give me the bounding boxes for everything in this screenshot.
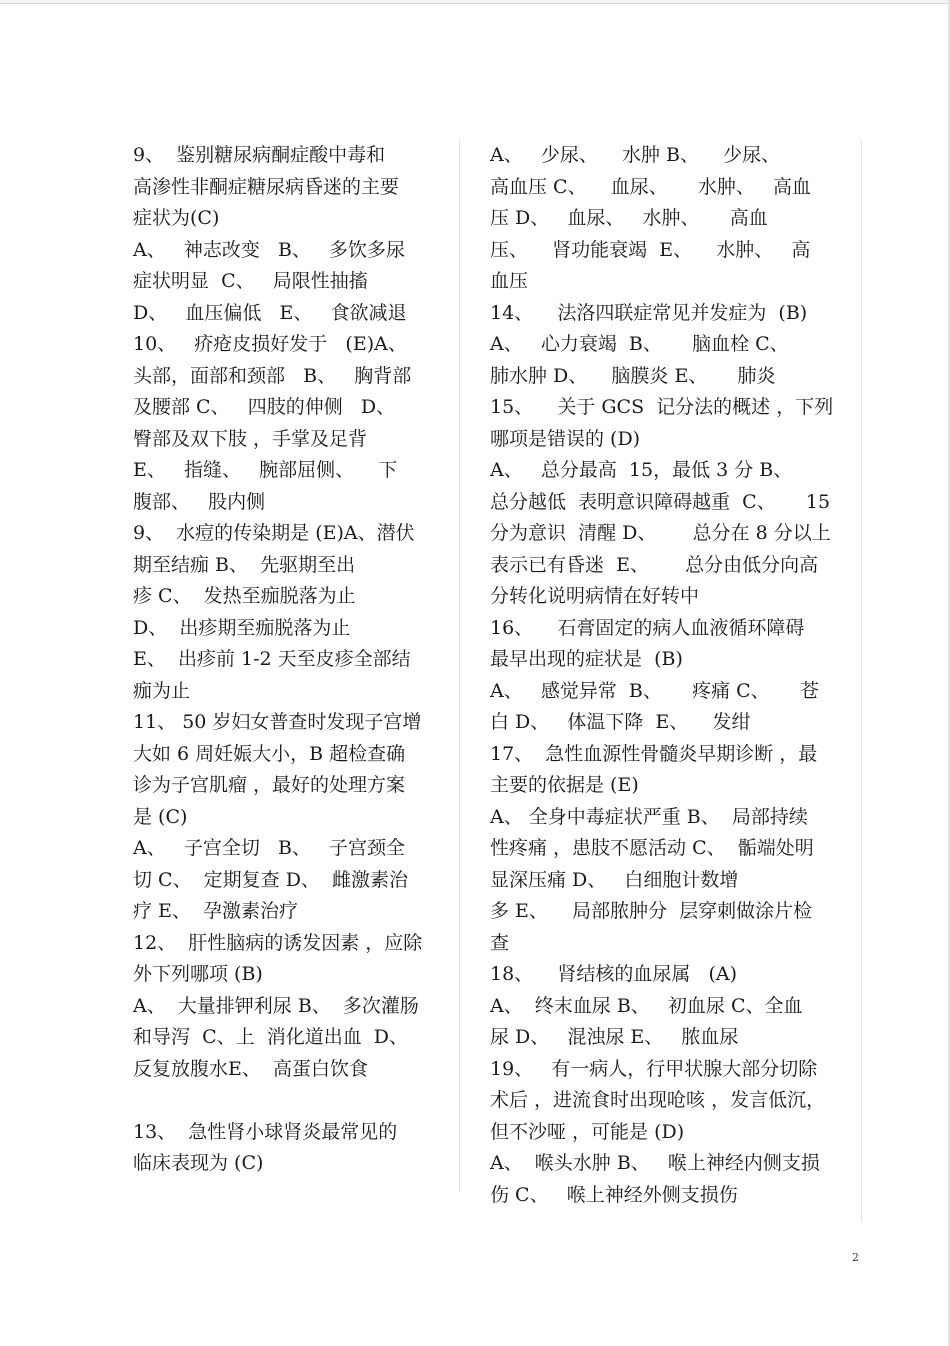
text-line: 压 D、 血尿、 水肿、 高血 bbox=[490, 207, 768, 229]
text-line: 10、 疥疮皮损好发于 (E)A、 bbox=[133, 333, 407, 355]
text-line: 伤 C、 喉上神经外侧支损伤 bbox=[490, 1183, 738, 1206]
text-line: 和导泻 C、上 消化道出血 D、 bbox=[133, 1026, 409, 1048]
text-line: 临床表现为 (C) bbox=[133, 1152, 264, 1174]
text-line: A、 子宫全切 B、 子宫颈全 bbox=[133, 837, 406, 859]
left-column-divider bbox=[459, 140, 460, 1192]
text-line: 分转化说明病情在好转中 bbox=[490, 585, 700, 607]
text-line: A、 心力衰竭 B、 脑血栓 C、 bbox=[490, 333, 789, 355]
text-line: 高血压 C、 血尿、 水肿、 高血 bbox=[490, 175, 812, 198]
text-line: 大如 6 周妊娠大小，B 超检查确 bbox=[133, 742, 406, 765]
text-line: A、 总分最高 15，最低 3 分 B、 bbox=[490, 459, 793, 481]
text-line: 9、 鉴别糖尿病酮症酸中毒和 bbox=[133, 144, 386, 166]
text-line: A、 终末血尿 B、 初血尿 C、全血 bbox=[490, 994, 803, 1017]
right-text-column bbox=[490, 140, 862, 1211]
text-line: 查 bbox=[490, 931, 510, 954]
text-line: 血压 bbox=[490, 270, 529, 292]
text-line: 但不沙哑 ，可能是 (D) bbox=[490, 1120, 685, 1143]
text-line: 11、 50 岁妇女普查时发现子宫增 bbox=[133, 711, 422, 733]
text-line: 9、 水痘的传染期是 (E)A、潜伏 bbox=[133, 522, 415, 544]
text-line: 肺水肿 D、 脑膜炎 E、 肺炎 bbox=[490, 364, 776, 387]
text-line: 症状为(C) bbox=[133, 207, 220, 229]
text-line bbox=[133, 1085, 459, 1117]
right-column-divider bbox=[861, 140, 862, 1222]
text-line: 术后 ，进流食时出现呛咳 ，发言低沉， bbox=[490, 1089, 826, 1111]
text-line: 18、 肾结核的血尿属 (A) bbox=[490, 963, 738, 985]
page-top-border bbox=[0, 0, 950, 4]
text-line: 15、 关于 GCS 记分法的概述 ，下列 bbox=[490, 396, 834, 418]
text-line: 13、 急性肾小球肾炎最常见的 bbox=[133, 1120, 398, 1143]
text-line: 14、 法洛四联症常见并发症为 (B) bbox=[490, 301, 808, 324]
text-line: 高渗性非酮症糖尿病昏迷的主要 bbox=[133, 175, 400, 198]
text-line: 分为意识 清醒 D、 总分在 8 分以上 bbox=[490, 522, 831, 544]
text-line: 多 E、 局部脓肿分 层穿刺做涂片检 bbox=[490, 900, 813, 922]
text-line: 19、 有一病人，行甲状腺大部分切除 bbox=[490, 1057, 818, 1080]
text-line: 16、 石膏固定的病人血液循环障碍 bbox=[490, 616, 805, 639]
text-line: A、 少尿、 水肿 B、 少尿、 bbox=[490, 144, 781, 166]
text-line: A、 大量排钾利尿 B、 多次灌肠 bbox=[133, 994, 419, 1017]
page-number: 2 bbox=[852, 1251, 859, 1264]
text-line: 症状明显 C、 局限性抽搐 bbox=[133, 270, 368, 292]
text-line: 疹 C、 发热至痂脱落为止 bbox=[133, 585, 356, 607]
text-line: 疗 E、 孕激素治疗 bbox=[133, 900, 298, 922]
text-line: A、 全身中毒症状严重 B、 局部持续 bbox=[490, 805, 808, 828]
text-line: 头部，面部和颈部 B、 胸背部 bbox=[133, 364, 412, 387]
text-line: 最早出现的症状是 (B) bbox=[490, 648, 683, 670]
text-line: 诊为子宫肌瘤 ，最好的处理方案 bbox=[133, 774, 406, 796]
text-line: 是 (C) bbox=[133, 805, 188, 828]
text-line: 表示已有昏迷 E、 总分由低分向高 bbox=[490, 553, 819, 576]
text-line: 及腰部 C、 四肢的伸侧 D、 bbox=[133, 396, 396, 418]
text-line: D、 出疹期至痂脱落为止 bbox=[133, 616, 351, 639]
text-line: 主要的依据是 (E) bbox=[490, 774, 639, 796]
text-line: D、 血压偏低 E、 食欲减退 bbox=[133, 301, 407, 324]
text-line: 外下列哪项 (B) bbox=[133, 963, 263, 985]
text-line: 显深压痛 D、 白细胞计数增 bbox=[490, 868, 739, 891]
text-line: 12、 肝性脑病的诱发因素 ，应除 bbox=[133, 931, 423, 954]
text-line: E、 出疹前 1-2 天至皮疹全部结 bbox=[133, 648, 411, 670]
text-line: A、 感觉异常 B、 疼痛 C、 苍 bbox=[490, 679, 819, 702]
text-line: 切 C、 定期复查 D、 雌激素治 bbox=[133, 868, 409, 891]
text-line: 17、 急性血源性骨髓炎早期诊断 ，最 bbox=[490, 742, 818, 765]
left-text-column bbox=[133, 140, 459, 1180]
text-line: 尿 D、 混浊尿 E、 脓血尿 bbox=[490, 1026, 739, 1048]
text-line: 白 D、 体温下降 E、 发绀 bbox=[490, 711, 751, 733]
text-line: 痂为止 bbox=[133, 679, 191, 702]
text-line: 臀部及双下肢 ，手掌及足背 bbox=[133, 427, 368, 450]
text-line: 总分越低 表明意识障碍越重 C、 15 bbox=[490, 490, 831, 513]
text-line: A、 喉头水肿 B、 喉上神经内侧支损 bbox=[490, 1152, 820, 1174]
text-line: A、 神志改变 B、 多饮多尿 bbox=[133, 238, 406, 261]
text-line: 期至结痂 B、 先驱期至出 bbox=[133, 553, 356, 576]
text-line: 腹部、 股内侧 bbox=[133, 490, 266, 513]
text-line: 哪项是错误的 (D) bbox=[490, 427, 641, 450]
text-line: 压、 肾功能衰竭 E、 水肿、 高 bbox=[490, 238, 811, 261]
text-line: 反复放腹水E、 高蛋白饮食 bbox=[133, 1057, 368, 1080]
text-line: 性疼痛 ，患肢不愿活动 C、 骺端处明 bbox=[490, 837, 814, 859]
text-line: E、 指缝、 腕部屈侧、 下 bbox=[133, 459, 398, 481]
